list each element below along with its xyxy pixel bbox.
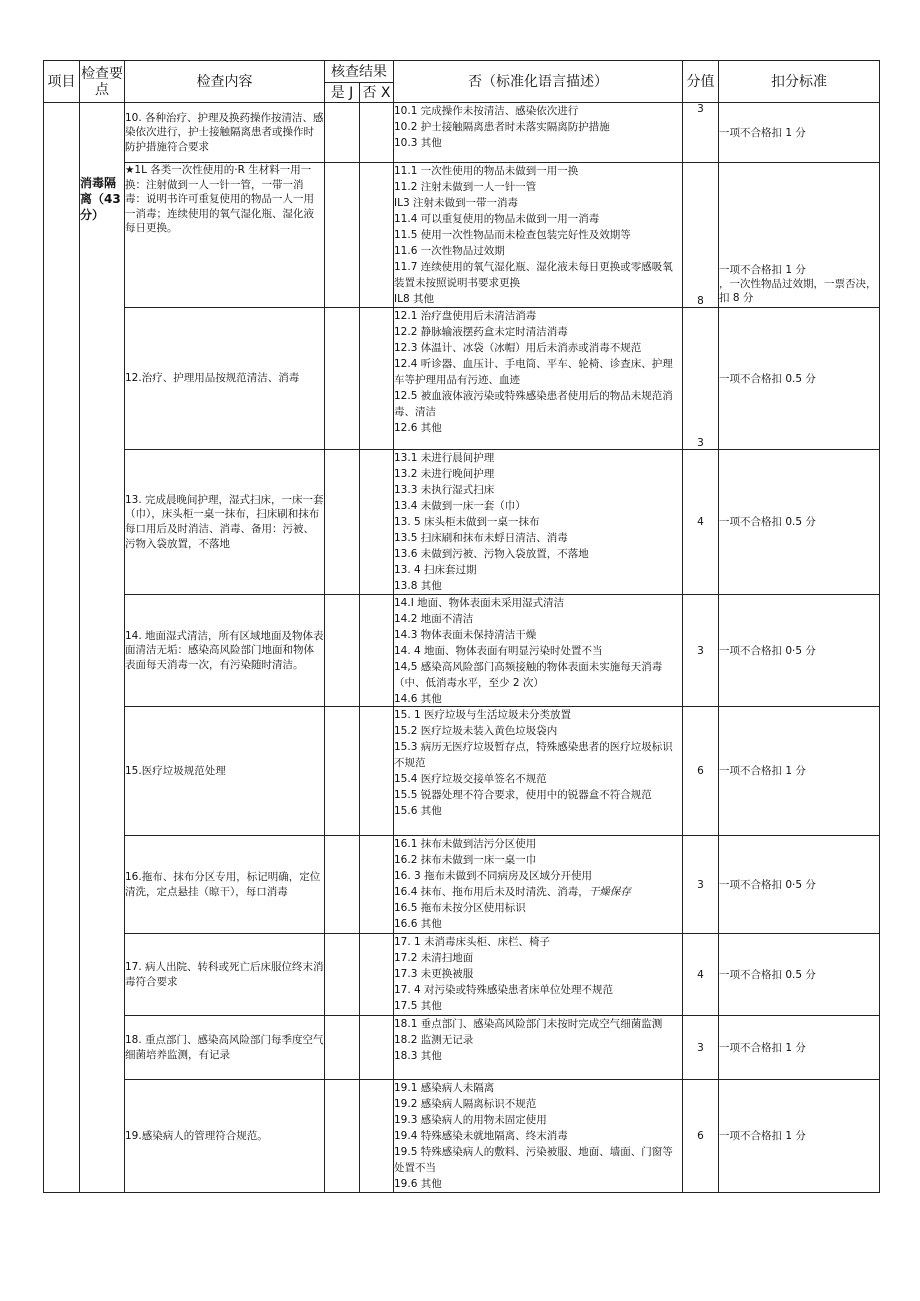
list-item: 14.6 其他 [394, 693, 442, 705]
content-cell-19: 19.感染病人的管理符合规范。 [125, 1080, 325, 1193]
standard-10: 一项不合格扣 1 分 [719, 103, 880, 163]
no-checkbox-15[interactable] [360, 707, 394, 836]
standard-14: 一项不合格扣 0·5 分 [719, 595, 880, 707]
no-checkbox-18[interactable] [360, 1016, 394, 1080]
list-item: 13. 5 床头柜未做到一桌一抹布 [394, 516, 540, 528]
list-item: 12.4 听诊器、血压计、手电筒、平车、轮椅、诊查床、护理车等护理用品有污迹、血迹 [394, 358, 673, 386]
score-13: 4 [683, 450, 719, 595]
list-item: 12.5 被血液体液污染或特殊感染患者使用后的物品未规范消毒、清洁 [394, 390, 673, 418]
standard-13: 一项不合格扣 0.5 分 [719, 450, 880, 595]
list-item: 10.2 护士接触隔离患者时未落实隔离防护措施 [394, 121, 610, 133]
no-checkbox-14[interactable] [360, 595, 394, 707]
no-checkbox-16[interactable] [360, 836, 394, 934]
content-cell-16: 16.拖布、抹布分区专用，标记明确，定位清洗，定点悬挂（晾干），每口消毒 [125, 836, 325, 934]
list-item: 19.1 感染病人未隔离 [394, 1082, 495, 1094]
list-item: IL8 其他 [394, 293, 434, 305]
standard-17: 一项不合格扣 0.5 分 [719, 934, 880, 1016]
list-item: 19.3 感染病人的用物未固定使用 [394, 1114, 547, 1126]
negative-list-14 [394, 595, 683, 707]
standard-15: 一项不合格扣 1 分 [719, 707, 880, 836]
header-negative: 否（标准化语言描述） [394, 61, 683, 103]
list-item: 15.4 医疗垃圾交接单签名不规范 [394, 773, 547, 785]
list-item: 16.1 抹布未做到洁污分区使用 [394, 838, 537, 850]
section-key-point: 消毒隔离（43分） [80, 176, 121, 222]
list-item: 18.3 其他 [394, 1050, 442, 1062]
content-cell-12: 12.治疗、护理用品按规范清洁、消毒 [125, 308, 325, 450]
header-no: 否 X [360, 83, 394, 103]
key-point-cell [80, 103, 125, 1193]
list-item: 17. 4 对污染或特殊感染患者床单位处理不规范 [394, 984, 614, 996]
score-17: 4 [683, 934, 719, 1016]
yes-checkbox-17[interactable] [325, 934, 360, 1016]
project-cell [44, 103, 80, 1193]
score-10: 3 [683, 103, 719, 163]
list-item: 14.I 地面、物体表面未采用湿式清洁 [394, 597, 565, 609]
list-item-text: 16.4 抹布、拖布用后未及时清洗、消毒， [394, 886, 589, 898]
list-item: 17.2 未清扫地面 [394, 952, 474, 964]
content-cell-10: 10. 各种治疗、护理及换药操作按清洁、感染依次进行，护士接触隔离患者或操作时防护措施符合要求 [125, 103, 325, 163]
list-item: 12.3 体温计、冰袋（冰帽）用后未消赤或消毒不规范 [394, 342, 642, 354]
content-cell-18: 18. 重点部门、感染高风险部门每季度空气细菌培养监测，有记录 [125, 1016, 325, 1080]
header-score: 分值 [683, 61, 719, 103]
negative-list-15 [394, 707, 683, 836]
list-item: 14. 4 地面、物体表面有明显污染时处置不当 [394, 645, 603, 657]
list-item: 15.6 其他 [394, 805, 442, 817]
list-item: 12.1 治疗盘使用后未清洁消毒 [394, 310, 537, 322]
list-item: 10.1 完成操作未按清洁、感染依次进行 [394, 105, 579, 117]
negative-list-10 [394, 103, 683, 163]
yes-checkbox-10[interactable] [325, 103, 360, 163]
header-project: 项目 [44, 61, 80, 103]
standard-12: 一项不合格扣 0.5 分 [719, 308, 880, 450]
content-cell-14: 14. 地面湿式清洁，所有区域地面及物体表面清洁无垢：感染高风险部门地面和物体表面每天消毒一次，有污染随时清洁。 [125, 595, 325, 707]
list-item: 17.3 未更换被服 [394, 968, 474, 980]
list-item: 12.6 其他 [394, 422, 442, 434]
standard-11: 一项不合格扣 1 分 ，一次性物品过效期，一票否决，扣 8 分 [719, 163, 880, 308]
italic-note: 干燥保存 [588, 886, 631, 898]
list-item: 11.6 一次性物品过效期 [394, 245, 505, 257]
list-item: 19.4 特殊感染未就地隔离、终末消毒 [394, 1130, 568, 1142]
negative-list-12 [394, 308, 683, 450]
list-item: 18.2 监测无记录 [394, 1034, 474, 1046]
score-16: 3 [683, 836, 719, 934]
list-item: 19.6 其他 [394, 1178, 442, 1190]
negative-list-13 [394, 450, 683, 595]
score-12: 3 [683, 308, 719, 450]
no-checkbox-13[interactable] [360, 450, 394, 595]
list-item: 16.6 其他 [394, 918, 442, 930]
list-item: 10.3 其他 [394, 137, 442, 149]
yes-checkbox-14[interactable] [325, 595, 360, 707]
content-cell-13: 13. 完成晨晚间护理，湿式扫床，一床一套（巾），床头柜一桌一抹布，扫床刷和抹布每口用后及时消洁、消毒、备用：污被、污物入袋放置，不落地 [125, 450, 325, 595]
list-item: 14.2 地面不清洁 [394, 613, 474, 625]
header-key-point: 检查要点 [80, 61, 125, 103]
negative-list-18 [394, 1016, 683, 1080]
list-item: 13.1 未进行晨间护理 [394, 452, 495, 464]
no-checkbox-10[interactable] [360, 103, 394, 163]
list-item: 12.2 静脉输液摆药盒未定时清洁消毒 [394, 326, 568, 338]
yes-checkbox-19[interactable] [325, 1080, 360, 1193]
score-14: 3 [683, 595, 719, 707]
score-19: 6 [683, 1080, 719, 1193]
yes-checkbox-12[interactable] [325, 308, 360, 450]
content-cell-17: 17. 病人出院、转科或死亡后床服位终末消毒符合要求 [125, 934, 325, 1016]
list-item: 15.5 锐器处理不符合要求，使用中的锐器盒不符合规范 [394, 789, 652, 801]
header-content: 检查内容 [125, 61, 325, 103]
list-item: 11.4 可以重复使用的物品未做到一用一消毒 [394, 213, 600, 225]
score-15: 6 [683, 707, 719, 836]
content-cell-11: ★1L 各类一次性使用的·R 生材料一用一换：注射做到一人一针一管，一带一消毒：说明书许可重复使用的物品一人一用一消毒；连续使用的氧气湿化瓶、湿化液每日更换。 [125, 163, 325, 308]
score-18: 3 [683, 1016, 719, 1080]
yes-checkbox-18[interactable] [325, 1016, 360, 1080]
list-item: 17. 1 未消毒床头柜、床栏、椅子 [394, 936, 551, 948]
list-item: 18.1 垂点部门、感染高风险部门未按时完成空气细菌监测 [394, 1018, 663, 1030]
header-result: 核查结果 [325, 61, 394, 83]
list-item: 11.2 注射未做到一人一针一管 [394, 181, 537, 193]
list-item: IL3 注射未做到一带一消毒 [394, 197, 518, 209]
list-item: 19.5 特殊感染病人的敷料、污染被服、地面、墙面、门窗等处置不当 [394, 1146, 673, 1174]
list-item: 15.2 医疗垃圾未装入黄色垃圾袋内 [394, 725, 558, 737]
yes-checkbox-16[interactable] [325, 836, 360, 934]
standard-19: 一项不合格扣 1 分 [719, 1080, 880, 1193]
list-item: 11.7 连续使用的氧气湿化瓶、湿化液未每日更换或零感吸氧装置未按照说明书要求更换 [394, 261, 673, 289]
header-yes: 是 J [325, 83, 360, 103]
list-item: 16.5 拖布未按分区使用标识 [394, 902, 526, 914]
negative-list-17 [394, 934, 683, 1016]
list-item: 15.3 病历无医疗垃圾暂存点，特殊感染患者的医疗垃圾标识不规范 [394, 741, 673, 769]
score-11: 8 [683, 163, 719, 308]
yes-checkbox-15[interactable] [325, 707, 360, 836]
list-item: 17.5 其他 [394, 1000, 442, 1012]
list-item: 19.2 感染病人隔离标识不规范 [394, 1098, 537, 1110]
no-checkbox-11[interactable] [360, 163, 394, 308]
list-item: 13.6 未做到污被、污物入袋放置，不落地 [394, 548, 589, 560]
list-item: 13.3 未执行湿式扫床 [394, 484, 495, 496]
header-deduct: 扣分标准 [719, 61, 880, 103]
negative-list-19 [394, 1080, 683, 1193]
list-item: 16. 3 拖布未做到不同病房及区域分开使用 [394, 870, 593, 882]
list-item: 13. 4 扫床套过期 [394, 564, 477, 576]
list-item: 13.5 扫床刷和抹布未蜉日清洁、消毒 [394, 532, 568, 544]
content-cell-15: 15.医疗垃圾规范处理 [125, 707, 325, 836]
list-item: 13.4 未做到一床一套（巾） [394, 500, 526, 512]
negative-list-11 [394, 163, 683, 308]
list-item: 13.8 其他 [394, 580, 442, 592]
list-item: 11.5 使用一次性物品而未检查包装完好性及效期等 [394, 229, 631, 241]
no-checkbox-19[interactable] [360, 1080, 394, 1193]
list-item: 11.1 一次性使用的物品未做到一用一换 [394, 165, 579, 177]
no-checkbox-17[interactable] [360, 934, 394, 1016]
standard-18: 一项不合格扣 1 分 [719, 1016, 880, 1080]
yes-checkbox-13[interactable] [325, 450, 360, 595]
list-item: 14,5 感染高风险部门高频接触的物体表面未实施每天消毒（中、低消毒水平，至少 2 次） [394, 661, 663, 689]
inspection-table [43, 60, 880, 1193]
negative-list-16 [394, 836, 683, 934]
list-item: 13.2 未进行晚间护理 [394, 468, 495, 480]
list-item: 15. 1 医疗垃圾与生活垃圾未分类放置 [394, 709, 572, 721]
list-item: 14.3 物体表面未保持清洁干燥 [394, 629, 537, 641]
standard-16: 一项不合格扣 0·5 分 [719, 836, 880, 934]
yes-checkbox-11[interactable] [325, 163, 360, 308]
list-item: 16.2 抹布未做到一床一桌一巾 [394, 854, 537, 866]
no-checkbox-12[interactable] [360, 308, 394, 450]
list-item [394, 884, 682, 900]
